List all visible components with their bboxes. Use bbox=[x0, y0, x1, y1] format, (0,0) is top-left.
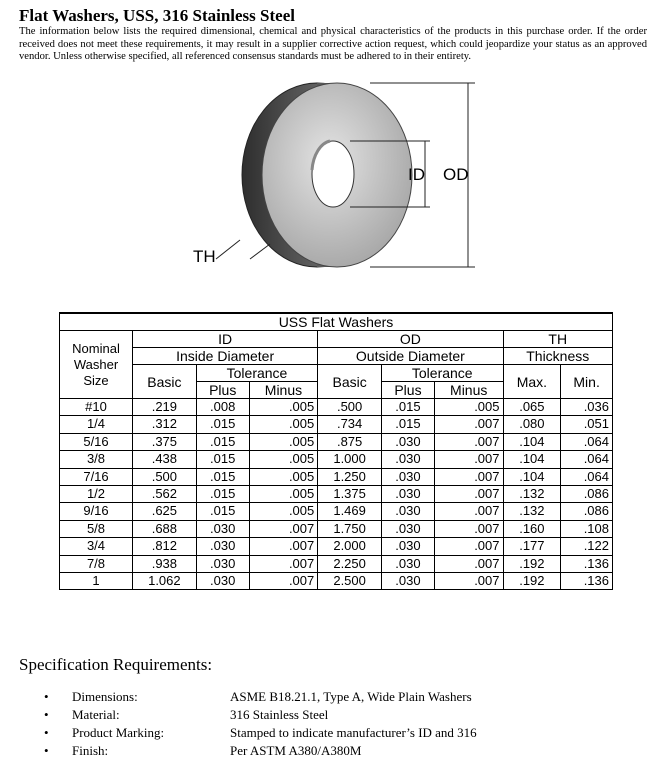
cell-id-minus: .007 bbox=[249, 573, 318, 590]
od-basic-header: Basic bbox=[318, 365, 382, 399]
cell-id-basic: .688 bbox=[133, 520, 197, 537]
cell-od-basic: 2.500 bbox=[318, 573, 382, 590]
cell-id-minus: .005 bbox=[249, 433, 318, 450]
cell-id-minus: .005 bbox=[249, 451, 318, 468]
cell-id-basic: .562 bbox=[133, 486, 197, 503]
cell-size: 3/8 bbox=[60, 451, 133, 468]
od-minus-header: Minus bbox=[434, 382, 503, 399]
inside-diameter-header: Inside Diameter bbox=[133, 348, 318, 365]
cell-id-plus: .030 bbox=[196, 555, 249, 572]
washer-diagram bbox=[0, 0, 657, 320]
od-dimension-label: OD bbox=[443, 165, 469, 184]
cell-od-minus: .007 bbox=[434, 451, 503, 468]
od-plus-header: Plus bbox=[382, 382, 435, 399]
cell-id-minus: .005 bbox=[249, 503, 318, 520]
table-row bbox=[60, 416, 613, 433]
cell-od-plus: .030 bbox=[382, 433, 435, 450]
id-tolerance-header: Tolerance bbox=[196, 365, 318, 382]
table-row bbox=[60, 555, 613, 572]
spec-value: ASME B18.21.1, Type A, Wide Plain Washers bbox=[230, 689, 472, 704]
spec-label: Finish: bbox=[72, 743, 109, 758]
cell-id-basic: .938 bbox=[133, 555, 197, 572]
spec-value: Per ASTM A380/A380M bbox=[230, 743, 362, 758]
cell-size: 9/16 bbox=[60, 503, 133, 520]
list-item bbox=[44, 706, 477, 724]
cell-id-minus: .007 bbox=[249, 520, 318, 537]
bullet: • bbox=[44, 689, 49, 704]
cell-th-min: .064 bbox=[561, 433, 613, 450]
cell-od-basic: .875 bbox=[318, 433, 382, 450]
cell-id-plus: .008 bbox=[196, 399, 249, 416]
spec-label: Product Marking: bbox=[72, 725, 165, 740]
spec-list bbox=[44, 688, 477, 760]
cell-size: 1/2 bbox=[60, 486, 133, 503]
list-item bbox=[44, 688, 477, 706]
spec-label: Material: bbox=[72, 707, 120, 722]
cell-size: 1 bbox=[60, 573, 133, 590]
cell-size: 7/8 bbox=[60, 555, 133, 572]
list-item bbox=[44, 724, 477, 742]
cell-th-max: .192 bbox=[503, 573, 561, 590]
cell-id-basic: .500 bbox=[133, 468, 197, 485]
cell-id-basic: .219 bbox=[133, 399, 197, 416]
cell-id-plus: .030 bbox=[196, 520, 249, 537]
cell-id-plus: .015 bbox=[196, 416, 249, 433]
th-dimension-label: TH bbox=[193, 247, 216, 266]
cell-id-plus: .015 bbox=[196, 468, 249, 485]
cell-id-plus: .030 bbox=[196, 573, 249, 590]
cell-th-min: .122 bbox=[561, 538, 613, 555]
cell-od-minus: .007 bbox=[434, 433, 503, 450]
cell-od-minus: .007 bbox=[434, 416, 503, 433]
cell-od-plus: .015 bbox=[382, 399, 435, 416]
cell-od-minus: .007 bbox=[434, 468, 503, 485]
cell-id-minus: .007 bbox=[249, 538, 318, 555]
cell-id-basic: .812 bbox=[133, 538, 197, 555]
cell-od-plus: .015 bbox=[382, 416, 435, 433]
cell-id-basic: 1.062 bbox=[133, 573, 197, 590]
cell-th-max: .132 bbox=[503, 486, 561, 503]
cell-th-max: .080 bbox=[503, 416, 561, 433]
cell-od-basic: 2.000 bbox=[318, 538, 382, 555]
cell-th-min: .036 bbox=[561, 399, 613, 416]
spec-section-title: Specification Requirements: bbox=[19, 655, 213, 674]
cell-id-minus: .005 bbox=[249, 399, 318, 416]
od-header: OD bbox=[318, 331, 503, 348]
cell-size: 5/8 bbox=[60, 520, 133, 537]
cell-od-basic: 1.469 bbox=[318, 503, 382, 520]
cell-od-minus: .007 bbox=[434, 555, 503, 572]
cell-od-basic: 2.250 bbox=[318, 555, 382, 572]
cell-size: 3/4 bbox=[60, 538, 133, 555]
cell-od-minus: .007 bbox=[434, 486, 503, 503]
cell-th-min: .108 bbox=[561, 520, 613, 537]
cell-od-plus: .030 bbox=[382, 486, 435, 503]
cell-od-basic: 1.250 bbox=[318, 468, 382, 485]
cell-size: 7/16 bbox=[60, 468, 133, 485]
cell-id-basic: .438 bbox=[133, 451, 197, 468]
bullet: • bbox=[44, 707, 49, 722]
cell-id-minus: .007 bbox=[249, 555, 318, 572]
cell-od-basic: .734 bbox=[318, 416, 382, 433]
cell-od-minus: .007 bbox=[434, 538, 503, 555]
cell-id-plus: .015 bbox=[196, 433, 249, 450]
cell-id-plus: .015 bbox=[196, 503, 249, 520]
washer-dimensions-table bbox=[59, 312, 613, 590]
cell-od-plus: .030 bbox=[382, 468, 435, 485]
table-row bbox=[60, 573, 613, 590]
cell-od-basic: 1.750 bbox=[318, 520, 382, 537]
cell-id-plus: .030 bbox=[196, 538, 249, 555]
cell-od-minus: .007 bbox=[434, 520, 503, 537]
cell-th-max: .192 bbox=[503, 555, 561, 572]
cell-id-plus: .015 bbox=[196, 486, 249, 503]
cell-th-max: .065 bbox=[503, 399, 561, 416]
nominal-size-header: Nominal Washer Size bbox=[60, 331, 133, 399]
spec-value: 316 Stainless Steel bbox=[230, 707, 329, 722]
cell-th-max: .104 bbox=[503, 451, 561, 468]
th-min-header: Min. bbox=[561, 365, 613, 399]
table-row bbox=[60, 399, 613, 416]
cell-th-min: .051 bbox=[561, 416, 613, 433]
cell-id-basic: .375 bbox=[133, 433, 197, 450]
cell-od-minus: .007 bbox=[434, 573, 503, 590]
cell-od-plus: .030 bbox=[382, 573, 435, 590]
th-header: TH bbox=[503, 331, 613, 348]
cell-th-min: .136 bbox=[561, 573, 613, 590]
id-dimension-label: ID bbox=[408, 165, 425, 184]
table-row bbox=[60, 451, 613, 468]
intro-paragraph: The information below lists the required dimensional, chemical and physical characteristics of the products in this purchase order. If the order received does not meet these requirements, it may result in a supplier corrective action request, which could jeopardize your status as an approved vendor. Unless otherwise specified, all referenced consensus standards must be adhered to in their entirety. bbox=[19, 26, 647, 63]
cell-th-min: .086 bbox=[561, 503, 613, 520]
document-title: Flat Washers, USS, 316 Stainless Steel bbox=[19, 6, 295, 25]
bullet: • bbox=[44, 743, 49, 758]
id-minus-header: Minus bbox=[249, 382, 318, 399]
cell-id-minus: .005 bbox=[249, 416, 318, 433]
cell-od-plus: .030 bbox=[382, 538, 435, 555]
spec-label: Dimensions: bbox=[72, 689, 138, 704]
cell-id-plus: .015 bbox=[196, 451, 249, 468]
table-row bbox=[60, 433, 613, 450]
outside-diameter-header: Outside Diameter bbox=[318, 348, 503, 365]
cell-od-basic: 1.000 bbox=[318, 451, 382, 468]
cell-size: #10 bbox=[60, 399, 133, 416]
cell-od-basic: 1.375 bbox=[318, 486, 382, 503]
od-tolerance-header: Tolerance bbox=[382, 365, 504, 382]
cell-id-minus: .005 bbox=[249, 486, 318, 503]
cell-th-max: .104 bbox=[503, 433, 561, 450]
cell-id-basic: .312 bbox=[133, 416, 197, 433]
cell-od-minus: .005 bbox=[434, 399, 503, 416]
bullet: • bbox=[44, 725, 49, 740]
washer-illustration bbox=[242, 83, 412, 267]
cell-th-min: .064 bbox=[561, 451, 613, 468]
cell-od-plus: .030 bbox=[382, 451, 435, 468]
th-max-header: Max. bbox=[503, 365, 561, 399]
cell-th-max: .177 bbox=[503, 538, 561, 555]
cell-th-max: .160 bbox=[503, 520, 561, 537]
table-row bbox=[60, 538, 613, 555]
table-row bbox=[60, 486, 613, 503]
cell-size: 1/4 bbox=[60, 416, 133, 433]
list-item bbox=[44, 742, 477, 760]
cell-th-min: .086 bbox=[561, 486, 613, 503]
cell-th-max: .104 bbox=[503, 468, 561, 485]
table-row bbox=[60, 520, 613, 537]
thickness-header: Thickness bbox=[503, 348, 613, 365]
cell-th-max: .132 bbox=[503, 503, 561, 520]
cell-od-plus: .030 bbox=[382, 503, 435, 520]
id-header: ID bbox=[133, 331, 318, 348]
cell-th-min: .064 bbox=[561, 468, 613, 485]
table-row bbox=[60, 503, 613, 520]
cell-od-basic: .500 bbox=[318, 399, 382, 416]
cell-id-basic: .625 bbox=[133, 503, 197, 520]
spec-value: Stamped to indicate manufacturer’s ID and 316 bbox=[230, 725, 477, 740]
cell-id-minus: .005 bbox=[249, 468, 318, 485]
id-basic-header: Basic bbox=[133, 365, 197, 399]
cell-od-plus: .030 bbox=[382, 555, 435, 572]
cell-od-plus: .030 bbox=[382, 520, 435, 537]
cell-od-minus: .007 bbox=[434, 503, 503, 520]
cell-size: 5/16 bbox=[60, 433, 133, 450]
id-plus-header: Plus bbox=[196, 382, 249, 399]
table-caption: USS Flat Washers bbox=[60, 313, 613, 331]
cell-th-min: .136 bbox=[561, 555, 613, 572]
table-row bbox=[60, 468, 613, 485]
